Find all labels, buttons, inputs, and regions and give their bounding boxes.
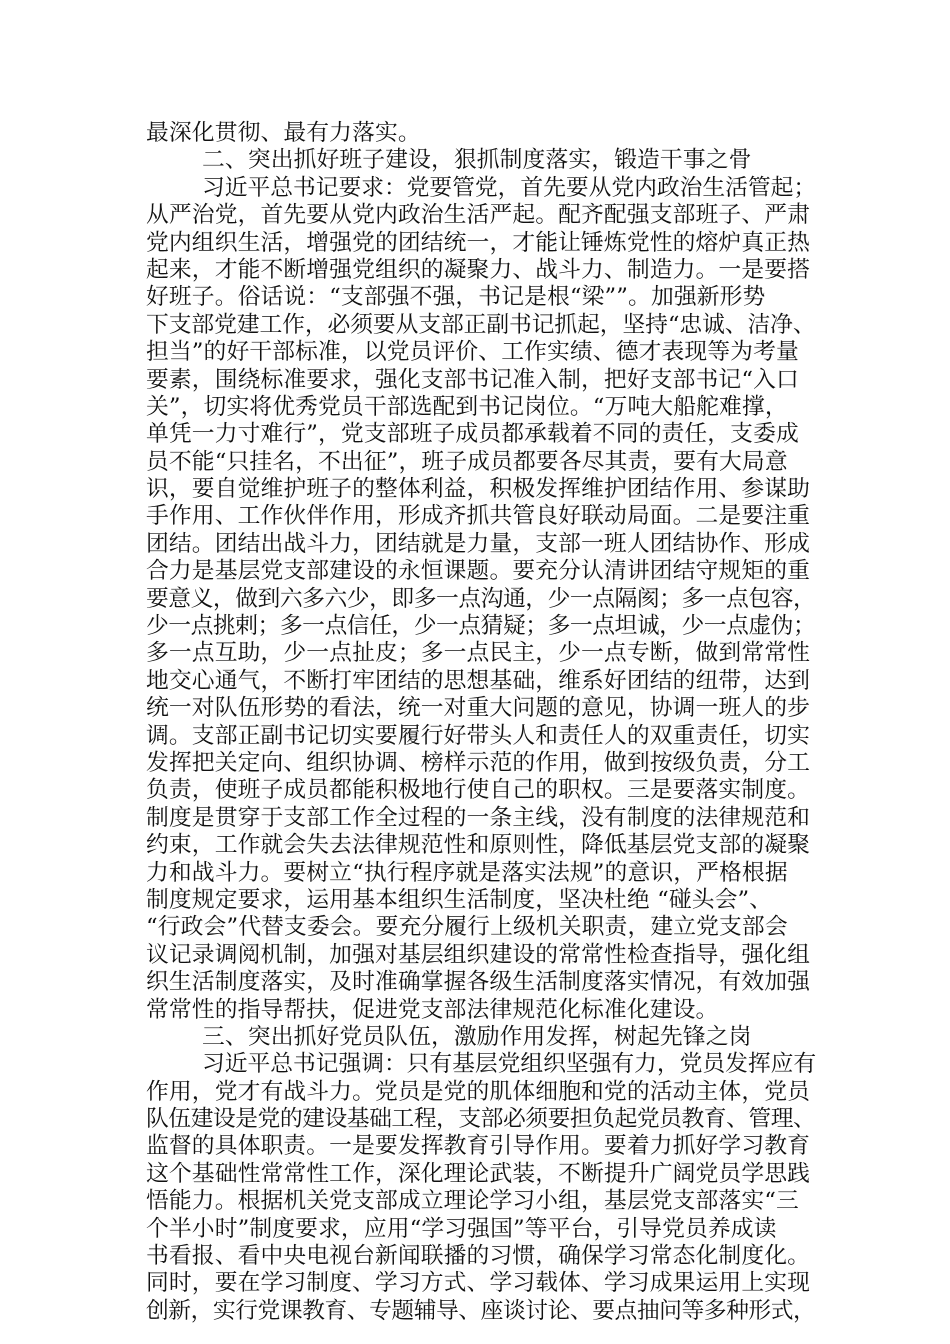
- text-line: 合力是基层党支部建设的永恒课题。要充分认清讲团结守规矩的重: [146, 558, 811, 585]
- text-line: 书看报、看中央电视台新闻联播的习惯，确保学习常态化制度化。: [146, 1243, 811, 1270]
- paragraph-first-line: 三、突出抓好党员队伍，激励作用发挥，树起先锋之岗: [202, 1023, 752, 1050]
- text-line: 要意义，做到六多六少，即多一点沟通，少一点隔阂；多一点包容，: [146, 585, 816, 612]
- text-line: 同时，要在学习制度、学习方式、学习载体、学习成果运用上实现: [146, 1270, 811, 1297]
- text-line: 好班子。俗话说：“支部强不强，书记是根“梁””。加强新形势: [146, 284, 766, 311]
- text-line: 识，要自觉维护班子的整体利益，积极发挥维护团结作用、参谋助: [146, 476, 811, 503]
- document-body: [146, 120, 816, 1325]
- text-line: 负责，使班子成员都能积极地行使自己的职权。三是要落实制度。: [146, 777, 811, 804]
- paragraph-first-line: 习近平总书记要求：党要管党，首先要从党内政治生活管起；: [202, 174, 817, 201]
- text-line: 力和战斗力。要树立“执行程序就是落实法规”的意识，严格根据: [146, 859, 788, 886]
- text-line: 创新，实行党课教育、专题辅导、座谈讨论、要点抽问等多种形式，: [146, 1297, 816, 1324]
- text-line: 织生活制度落实，及时准确掌握各级生活制度落实情况，有效加强: [146, 969, 811, 996]
- text-line: 约束，工作就会失去法律规范性和原则性，降低基层党支部的凝聚: [146, 832, 811, 859]
- paragraph-first-line: 二、突出抓好班子建设，狠抓制度落实，锻造干事之骨: [202, 147, 752, 174]
- text-line: 常常性的指导帮扶，促进党支部法律规范化标准化建设。: [146, 996, 719, 1023]
- text-line: 议记录调阅机制，加强对基层组织建设的常常性检查指导，强化组: [146, 941, 811, 968]
- text-line: 关”，切实将优秀党员干部选配到书记岗位。“万吨大船舵难撑，: [146, 393, 788, 420]
- text-line: 个半小时”制度要求，应用“学习强国”等平台，引导党员养成读: [146, 1215, 777, 1242]
- text-line: 这个基础性常常性工作，深化理论武装，不断提升广阔党员学思践: [146, 1160, 811, 1187]
- text-line: 党内组织生活，增强党的团结统一，才能让锤炼党性的熔炉真正热: [146, 229, 811, 256]
- text-line: 作用，党才有战斗力。党员是党的肌体细胞和党的活动主体，党员: [146, 1078, 811, 1105]
- text-line: 下支部党建工作，必须要从支部正副书记抓起，坚持“忠诚、洁净、: [146, 311, 816, 338]
- text-line: 员不能“只挂名，不出征”，班子成员都要各尽其责，要有大局意: [146, 448, 788, 475]
- text-line: 制度规定要求，运用基本组织生活制度，坚决杜绝 “碰头会”、: [146, 886, 773, 913]
- text-line: 地交心通气，不断打牢团结的思想基础，维系好团结的纽带，达到: [146, 667, 811, 694]
- text-line: 少一点挑剌；多一点信任，少一点猜疑；多一点坦诚，少一点虚伪；: [146, 613, 816, 640]
- text-line: 发挥把关定向、组织协调、榜样示范的作用，做到按级负责，分工: [146, 749, 811, 776]
- text-line: 悟能力。根据机关党支部成立理论学习小组，基层党支部落实“三: [146, 1188, 799, 1215]
- text-line: 多一点互助，少一点扯皮；多一点民主，少一点专断，做到常常性: [146, 640, 811, 667]
- text-line: 起来，才能不断增强党组织的凝聚力、战斗力、制造力。一是要搭: [146, 256, 811, 283]
- text-line: 最深化贯彻、最有力落实。: [146, 120, 421, 146]
- text-line: 队伍建设是党的建设基础工程，支部必须要担负起党员教育、管理、: [146, 1106, 816, 1133]
- text-line: 统一对队伍形势的看法，统一对重大问题的意见，协调一班人的步: [146, 695, 811, 722]
- text-line: 从严治党，首先要从党内政治生活严起。配齐配强支部班子、严肃: [146, 202, 811, 229]
- text-line: 监督的具体职责。一是要发挥教育引导作用。要着力抓好学习教育: [146, 1133, 811, 1160]
- text-line: 调。支部正副书记切实要履行好带头人和责任人的双重责任，切实: [146, 722, 811, 749]
- text-line: 制度是贯穿于支部工作全过程的一条主线，没有制度的法律规范和: [146, 804, 811, 831]
- paragraph-first-line: 习近平总书记强调：只有基层党组织坚强有力，党员发挥应有: [202, 1051, 817, 1078]
- text-line: 手作用、工作伙伴作用，形成齐抓共管良好联动局面。二是要注重: [146, 503, 811, 530]
- text-line: 要素，围绕标准要求，强化支部书记准入制，把好支部书记“入口: [146, 366, 799, 393]
- text-line: 单凭一力寸难行”，党支部班子成员都承载着不同的责任，支委成: [146, 421, 799, 448]
- text-line: “行政会”代替支委会。要充分履行上级机关职责，建立党支部会: [146, 914, 788, 941]
- text-line: 担当”的好干部标准，以党员评价、工作实绩、德才表现等为考量: [146, 339, 799, 366]
- text-line: 团结。团结出战斗力，团结就是力量，支部一班人团结协作、形成: [146, 530, 811, 557]
